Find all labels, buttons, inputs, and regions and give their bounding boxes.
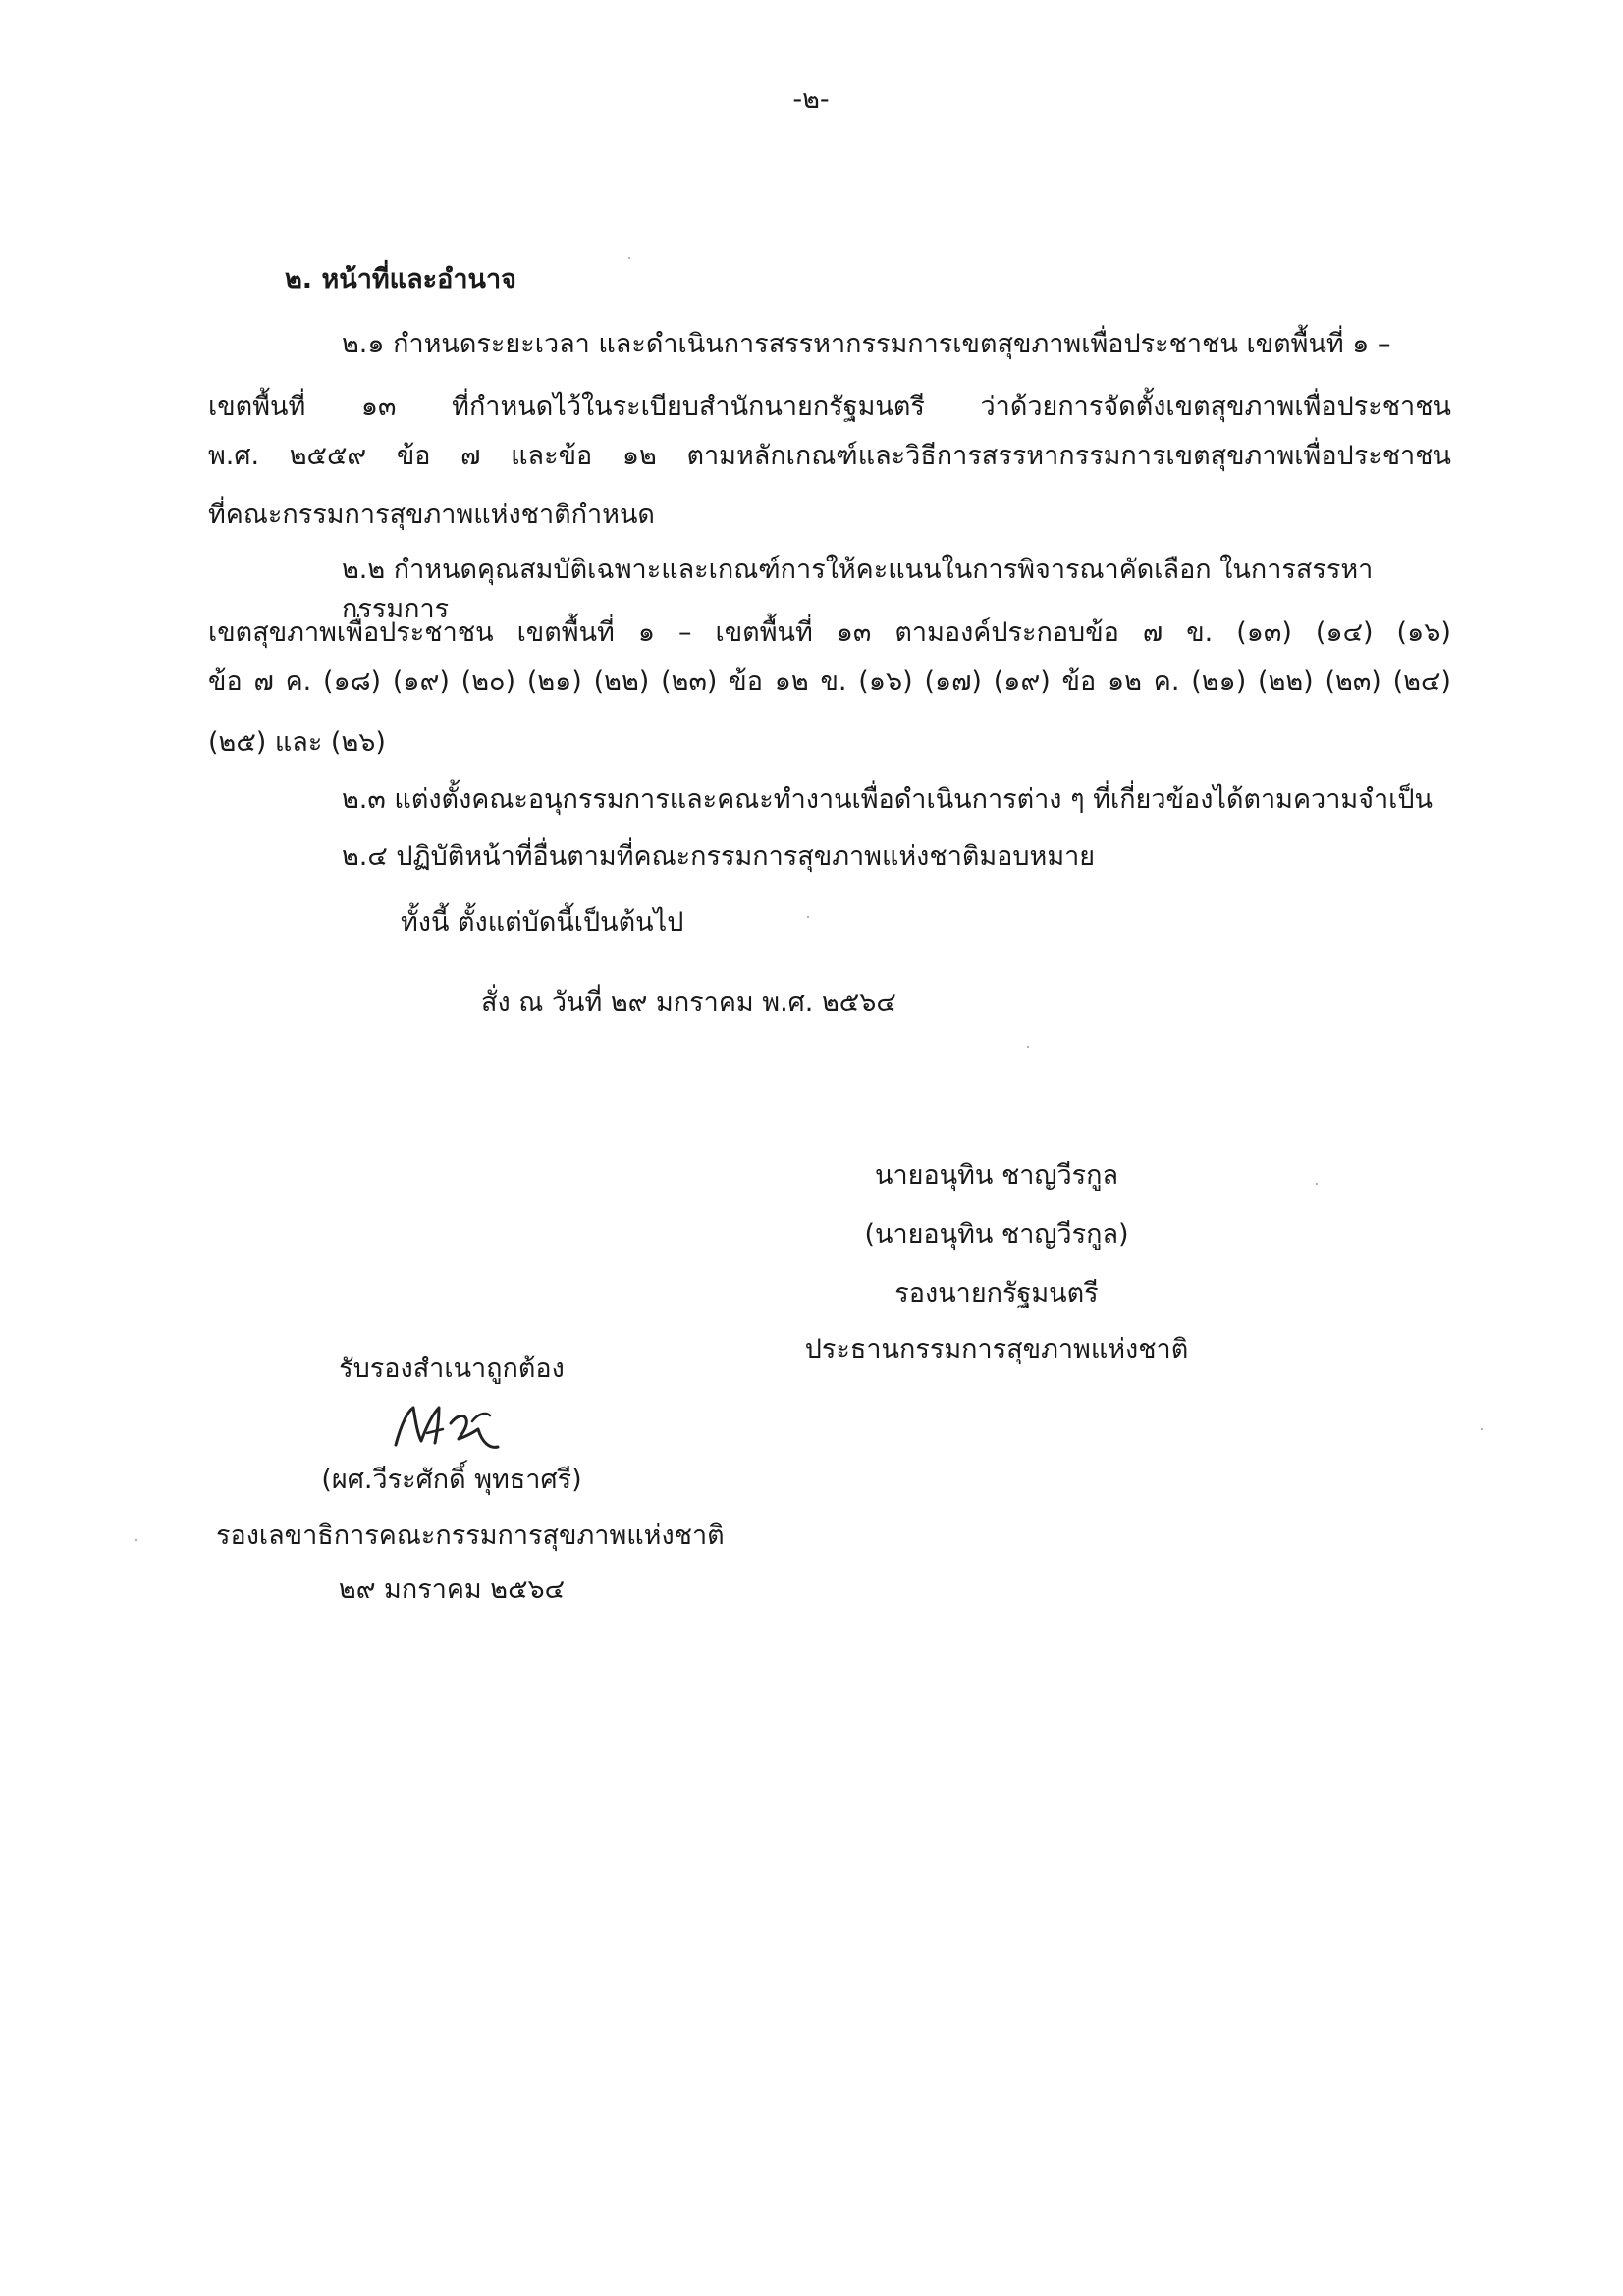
word: ๑๒ [1108,667,1142,697]
word: (๒๑) [1191,667,1247,697]
word: (๑๗) [924,667,982,697]
item-2-1-line-2 [208,388,1451,427]
word: (๑๙) [993,667,1051,697]
item-2-2-line-3 [208,663,1451,702]
scan-speck [135,1539,137,1541]
item-2-4: ๒.๔ ปฏิบัติหน้าที่อื่นตามที่คณะกรรมการสุขภาพแห่งชาติมอบหมาย [342,841,1096,872]
item-2-2-line-4: (๒๕) และ (๒๖) [208,727,386,758]
word: ๗ [460,441,481,471]
word: ๗ [253,667,274,697]
word: เขตพื้นที่ [208,392,306,422]
item-2-2-line-2 [208,614,1451,653]
word: เขตพื้นที่ [715,617,813,648]
word: ๑๒ [774,667,809,697]
word: (๑๓) [1236,617,1292,648]
certifier-name: (ผศ.วีระศักดิ์ พุทธาศรี) [321,1465,582,1495]
item-2-2-line-1: ๒.๒ กำหนดคุณสมบัติเฉพาะและเกณฑ์การให้คะแนนในการพิจารณาคัดเลือก ในการสรรหากรรมการ [342,555,1374,624]
word: ข้อ [396,441,431,471]
section-heading: ๒. หน้าที่และอำนาจ [285,264,516,294]
certifier-position: รองเลขาธิการคณะกรรมการสุขภาพแห่งชาติ [216,1521,725,1551]
word: ๑ [637,617,655,648]
word: (๑๘) [323,667,382,697]
word: ๒๕๕๙ [289,441,367,471]
word: (๒๒) [593,667,650,697]
signer-position: รองนายกรัฐมนตรี [894,1278,1099,1308]
signer-name-parenthesized: (นายอนุทิน ชาญวีรกูล) [864,1219,1129,1250]
certification-label: รับรองสำเนาถูกต้อง [339,1354,565,1384]
scan-speck [628,257,630,259]
word: ๑๒ [622,441,657,471]
scan-speck [1316,1183,1318,1185]
word: ค. [285,667,312,697]
word: ค. [1153,667,1180,697]
scan-speck [807,916,809,918]
effective-clause: ทั้งนี้ ตั้งแต่บัดนี้เป็นต้นไป [401,907,684,937]
word: (๒๒) [1258,667,1314,697]
word: (๒๑) [526,667,582,697]
signer-role: ประธานกรรมการสุขภาพแห่งชาติ [804,1334,1189,1364]
signer-name: นายอนุทิน ชาญวีรกูล [875,1160,1118,1191]
word: (๒๓) [1325,667,1381,697]
item-2-1-line-1: ๒.๑ กำหนดระยะเวลา และดำเนินการสรรหากรรมการเขตสุขภาพเพื่อประชาชน เขตพื้นที่ ๑ – [342,329,1391,359]
word: ที่กำหนดไว้ในระเบียบสำนักนายกรัฐมนตรี [452,392,925,422]
word: ข. [820,667,847,697]
word: – [678,617,692,648]
handwritten-signature [388,1394,525,1463]
word: ตามหลักเกณฑ์และวิธีการสรรหากรรมการเขตสุขภาพเพื่อประชาชน [686,441,1451,471]
scan-speck [1481,1428,1483,1430]
word: ๑๓ [360,392,397,422]
word: ข้อ [1061,667,1097,697]
item-2-1-line-3 [208,437,1451,476]
word: (๒๐) [460,667,516,697]
word: เขตพื้นที่ [516,617,615,648]
word: (๑๖) [858,667,913,697]
word: (๑๙) [392,667,450,697]
word: (๒๓) [661,667,718,697]
item-2-1-line-4: ที่คณะกรรมการสุขภาพแห่งชาติกำหนด [208,500,655,530]
word: และข้อ [511,441,593,471]
word: ตามองค์ประกอบข้อ [894,617,1119,648]
word: ข. [1186,617,1214,648]
word: ๑๓ [836,617,872,648]
word: เขตสุขภาพเพื่อประชาชน [208,617,494,648]
word: พ.ศ. [208,441,260,471]
scan-speck [1027,1046,1029,1048]
word: ข้อ [208,667,243,697]
word: (๒๔) [1392,667,1451,697]
word: (๑๔) [1315,617,1374,648]
page-number: -๒- [792,84,830,115]
word: ข้อ [729,667,763,697]
word: ว่าด้วยการจัดตั้งเขตสุขภาพเพื่อประชาชน [980,392,1451,422]
word: (๑๖) [1396,617,1451,648]
certification-date: ๒๙ มกราคม ๒๕๖๔ [338,1575,566,1605]
word: ๗ [1142,617,1163,648]
item-2-3: ๒.๓ แต่งตั้งคณะอนุกรรมการและคณะทำงานเพื่อดำเนินการต่าง ๆ ที่เกี่ยวข้องได้ตามความจำเป็น [342,784,1433,815]
order-date: สั่ง ณ วันที่ ๒๙ มกราคม พ.ศ. ๒๕๖๔ [481,988,896,1018]
